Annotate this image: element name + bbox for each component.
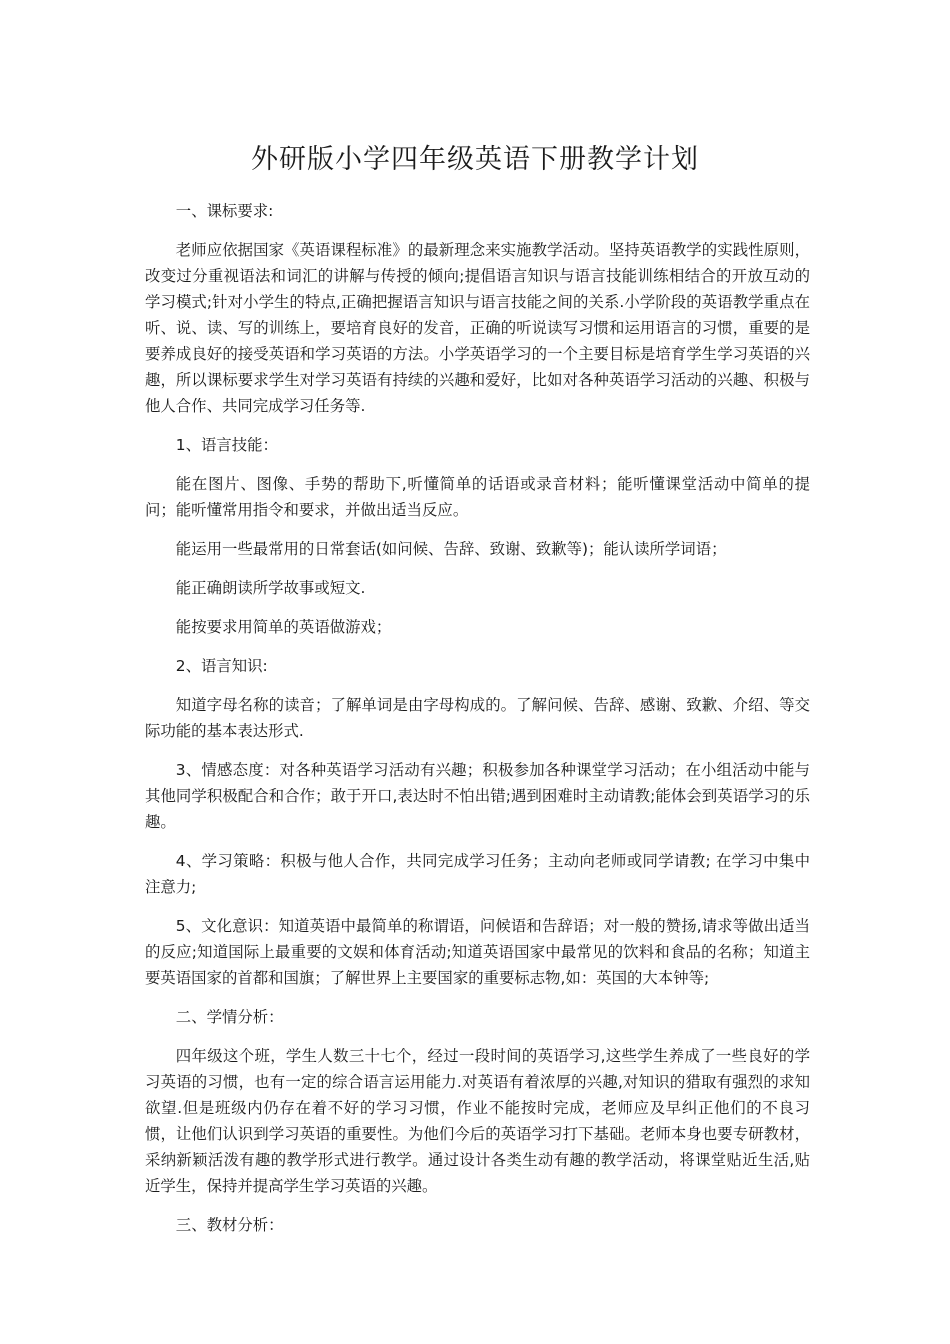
paragraph-speaking: 能运用一些最常用的日常套话(如问候、告辞、致谢、致歉等)；能认读所学词语； xyxy=(175,540,727,558)
paragraph-culture: 5、文化意识：知道英语中最简单的称谓语，问候语和告辞语；对一般的赞扬,请求等做出适当的反应;知道国际上最重要的文娱和体育活动;知道英语国家中最常见的饮料和食品的名称；知道主要英语国家的首都和国旗；了解世界上主要国家的重要标志物,如：英国的大本钟等; xyxy=(145,917,810,987)
document-title: 外研版小学四年级英语下册教学计划 xyxy=(251,144,699,175)
section-heading-student-analysis: 二、学情分析： xyxy=(175,1008,284,1026)
paragraph-listening: 能在图片、图像、手势的帮助下,听懂简单的话语或录音材料；能听懂课堂活动中简单的提问；能听懂常用指令和要求，并做出适当反应。 xyxy=(145,475,810,519)
paragraph-curriculum: 老师应依据国家《英语课程标准》的最新理念来实施教学活动。坚持英语教学的实践性原则，改变过分重视语法和词汇的讲解与传授的倾向;提倡语言知识与语言技能训练相结合的开放互动的学习模式;针对小学生的特点,正确把握语言知识与语言技能之间的关系.小学阶段的英语教学重点在听、说、读、写的训练上，要培育良好的发音，正确的听说读写习惯和运用语言的习惯，重要的是要养成良好的接受英语和学习英语的方法。小学英语学习的一个主要目标是培育学生学习英语的兴趣，所以课标要求学生对学习英语有持续的兴趣和爱好，比如对各种英语学习活动的兴趣、积极与他人合作、共同完成学习任务等. xyxy=(145,241,810,415)
paragraph-strategy: 4、学习策略：积极与他人合作，共同完成学习任务；主动向老师或同学请教; 在学习中集中注意力; xyxy=(145,852,810,896)
subheading-language-skills: 1、语言技能： xyxy=(175,436,278,454)
section-heading-curriculum: 一、课标要求: xyxy=(175,202,274,220)
subheading-language-knowledge: 2、语言知识: xyxy=(175,657,268,675)
paragraph-student-analysis: 四年级这个班，学生人数三十七个，经过一段时间的英语学习,这些学生养成了一些良好的学习英语的习惯，也有一定的综合语言运用能力.对英语有着浓厚的兴趣,对知识的猎取有强烈的求知欲望.但是班级内仍存在着不好的学习习惯，作业不能按时完成，老师应及早纠正他们的不良习惯，让他们认识到学习英语的重要性。为他们今后的英语学习打下基础。老师本身也要专研教材，采纳新颖活泼有趣的教学形式进行教学。通过设计各类生动有趣的教学活动，将课堂贴近生活,贴近学生，保持并提高学生学习英语的兴趣。 xyxy=(145,1047,810,1195)
paragraph-games: 能按要求用简单的英语做游戏； xyxy=(175,618,392,636)
section-heading-textbook-analysis: 三、教材分析： xyxy=(175,1216,284,1234)
document-body xyxy=(145,198,810,1251)
paragraph-reading: 能正确朗读所学故事或短文. xyxy=(175,579,366,597)
paragraph-attitude: 3、情感态度：对各种英语学习活动有兴趣；积极参加各种课堂学习活动；在小组活动中能与其他同学积极配合和合作；敢于开口,表达时不怕出错;遇到困难时主动请教;能体会到英语学习的乐趣。 xyxy=(145,761,810,831)
paragraph-language-knowledge: 知道字母名称的读音；了解单词是由字母构成的。了解问候、告辞、感谢、致歉、介绍、等交际功能的基本表达形式. xyxy=(145,696,810,740)
